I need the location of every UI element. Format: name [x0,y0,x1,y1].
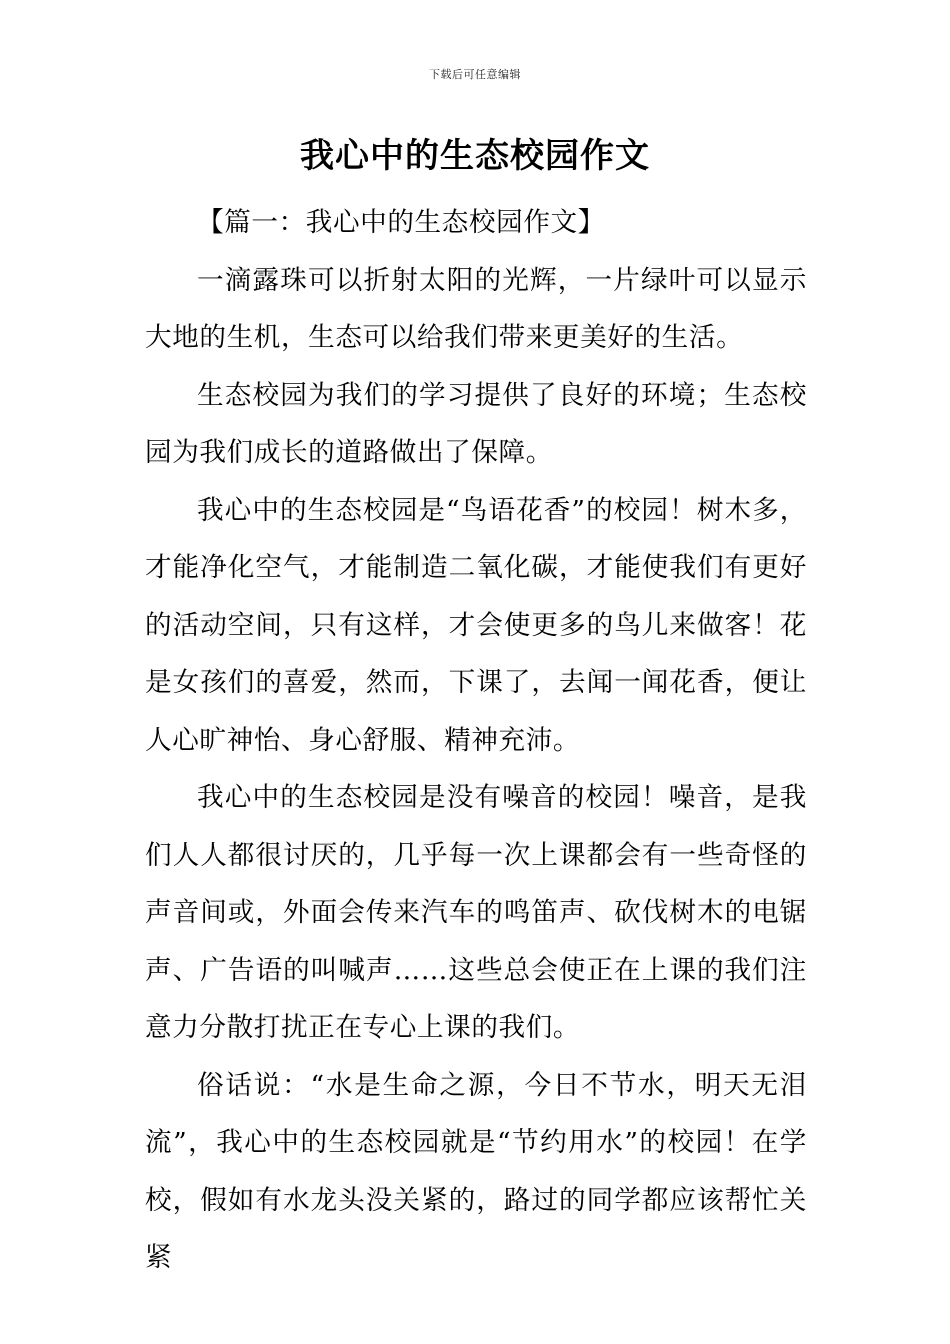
paragraph: 一滴露珠可以折射太阳的光辉，一片绿叶可以显示大地的生机，生态可以给我们带来更美好的生活。 [145,264,807,353]
document-body [145,194,807,1287]
section-heading: 【篇一：我心中的生态校园作文】 [197,207,605,238]
header-note: 下载后可任意编辑 [429,68,521,81]
paragraph: 生态校园为我们的学习提供了良好的环境；生态校园为我们成长的道路做出了保障。 [145,379,807,468]
paragraph: 我心中的生态校园是没有噪音的校园！噪音，是我们人人都很讨厌的，几乎每一次上课都会有一些奇怪的声音间或，外面会传来汽车的鸣笛声、砍伐树木的电锯声、广告语的叫喊声……这些总会使正在上课的我们注意力分散打扰正在专心上课的我们。 [145,782,807,1043]
paragraph: 俗话说：“水是生命之源，今日不节水，明天无泪流”，我心中的生态校园就是“节约用水”的校园！在学校，假如有水龙头没关紧的，路过的同学都应该帮忙关紧 [145,1069,807,1273]
paragraph: 我心中的生态校园是“鸟语花香”的校园！树木多，才能净化空气，才能制造二氧化碳，才能使我们有更好的活动空间，只有这样，才会使更多的鸟儿来做客！花是女孩们的喜爱，然而，下课了，去闻一闻花香，便让人心旷神怡、身心舒服、精神充沛。 [145,494,807,756]
document-title: 我心中的生态校园作文 [300,136,650,176]
